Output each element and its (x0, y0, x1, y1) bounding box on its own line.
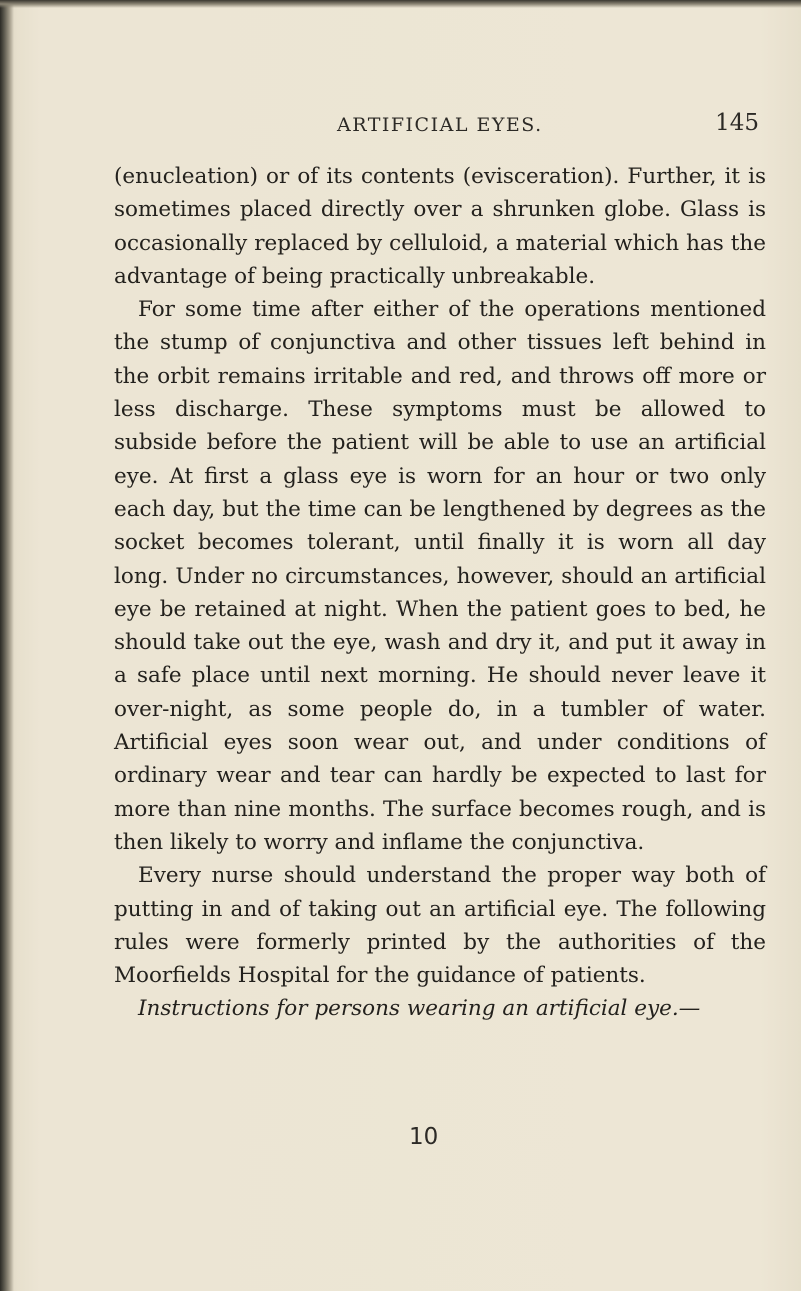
body-text (114, 160, 766, 1026)
signature-mark: 10 (409, 1124, 439, 1150)
page-number: 145 (715, 110, 759, 136)
binding-shadow (0, 0, 14, 1291)
paragraph-nurse-guidance: Every nurse should understand the proper way both of putting in and of taking out an artificial eye. The following rules were formerly printed by the authorities of the Moorfields Hospital for the guidance of patients. (114, 863, 766, 989)
paragraph-after-operations: For some time after either of the operations mentioned the stump of conjunctiva and other tissues left behind in the orbit remains irritable and red, and throws off more or less discharge. These symptoms must be allowed to subside before the patient will be able to use an artificial eye. At first a glass eye is worn for an hour or two only each day, but the time can be lengthened by degrees as the socket becomes tolerant, until finally it is worn all day long. Under no circumstances, however, should an artificial eye be retained at night. When the patient goes to bed, he should take out the eye, wash and dry it, and put it away in a safe place until next morning. He should never leave it over-night, as some people do, in a tumbler of water. Artificial eyes soon wear out, and under conditions of ordinary wear and tear can hardly be expected to last for more than nine months. The surface becomes rough, and is then likely to worry and inflame the conjunctiva. (114, 297, 766, 855)
running-title: ARTIFICIAL EYES. (337, 114, 543, 136)
running-header (100, 110, 765, 150)
paragraph-continuation: (enucleation) or of its contents (evisceration). Further, it is sometimes placed directly over a shrunken globe. Glass is occasionally replaced by celluloid, a material which has the advantage of being practically unbreakable. (114, 164, 766, 289)
page-top-edge (0, 0, 801, 8)
instructions-heading: Instructions for persons wearing an artificial eye.— (138, 996, 701, 1022)
